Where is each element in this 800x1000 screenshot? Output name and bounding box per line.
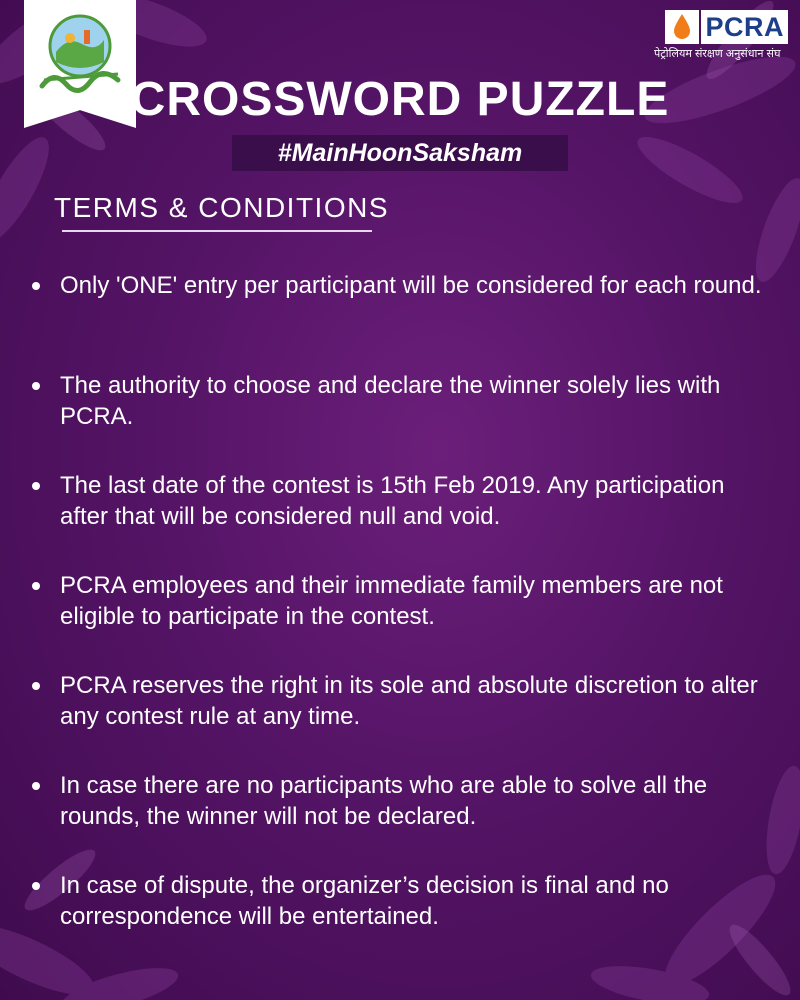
page-title: CROSSWORD PUZZLE <box>130 73 670 126</box>
list-item: In case of dispute, the organizer’s decision is final and no correspondence will be entertained. <box>30 870 775 932</box>
pcra-logo <box>638 10 788 60</box>
list-item: PCRA employees and their immediate family members are not eligible to participate in the contest. <box>30 570 775 632</box>
oil-drop-icon <box>665 10 699 44</box>
terms-list <box>30 270 775 932</box>
pcra-wordmark: PCRA <box>701 10 788 44</box>
terms-underline <box>62 230 372 232</box>
terms-heading: TERMS & CONDITIONS <box>54 192 390 223</box>
list-item: PCRA reserves the right in its sole and absolute discretion to alter any contest rule at any time. <box>30 670 775 732</box>
list-item: In case there are no participants who are able to solve all the rounds, the winner will not be declared. <box>30 770 775 832</box>
list-item: Only 'ONE' entry per participant will be considered for each round. <box>30 270 775 332</box>
hashtag-banner: #MainHoonSaksham <box>232 135 568 171</box>
list-item: The authority to choose and declare the winner solely lies with PCRA. <box>30 370 775 432</box>
pcra-tagline: पेट्रोलियम संरक्षण अनुसंधान संघ <box>654 48 781 60</box>
list-item: The last date of the contest is 15th Feb 2019. Any participation after that will be considered null and void. <box>30 470 775 532</box>
